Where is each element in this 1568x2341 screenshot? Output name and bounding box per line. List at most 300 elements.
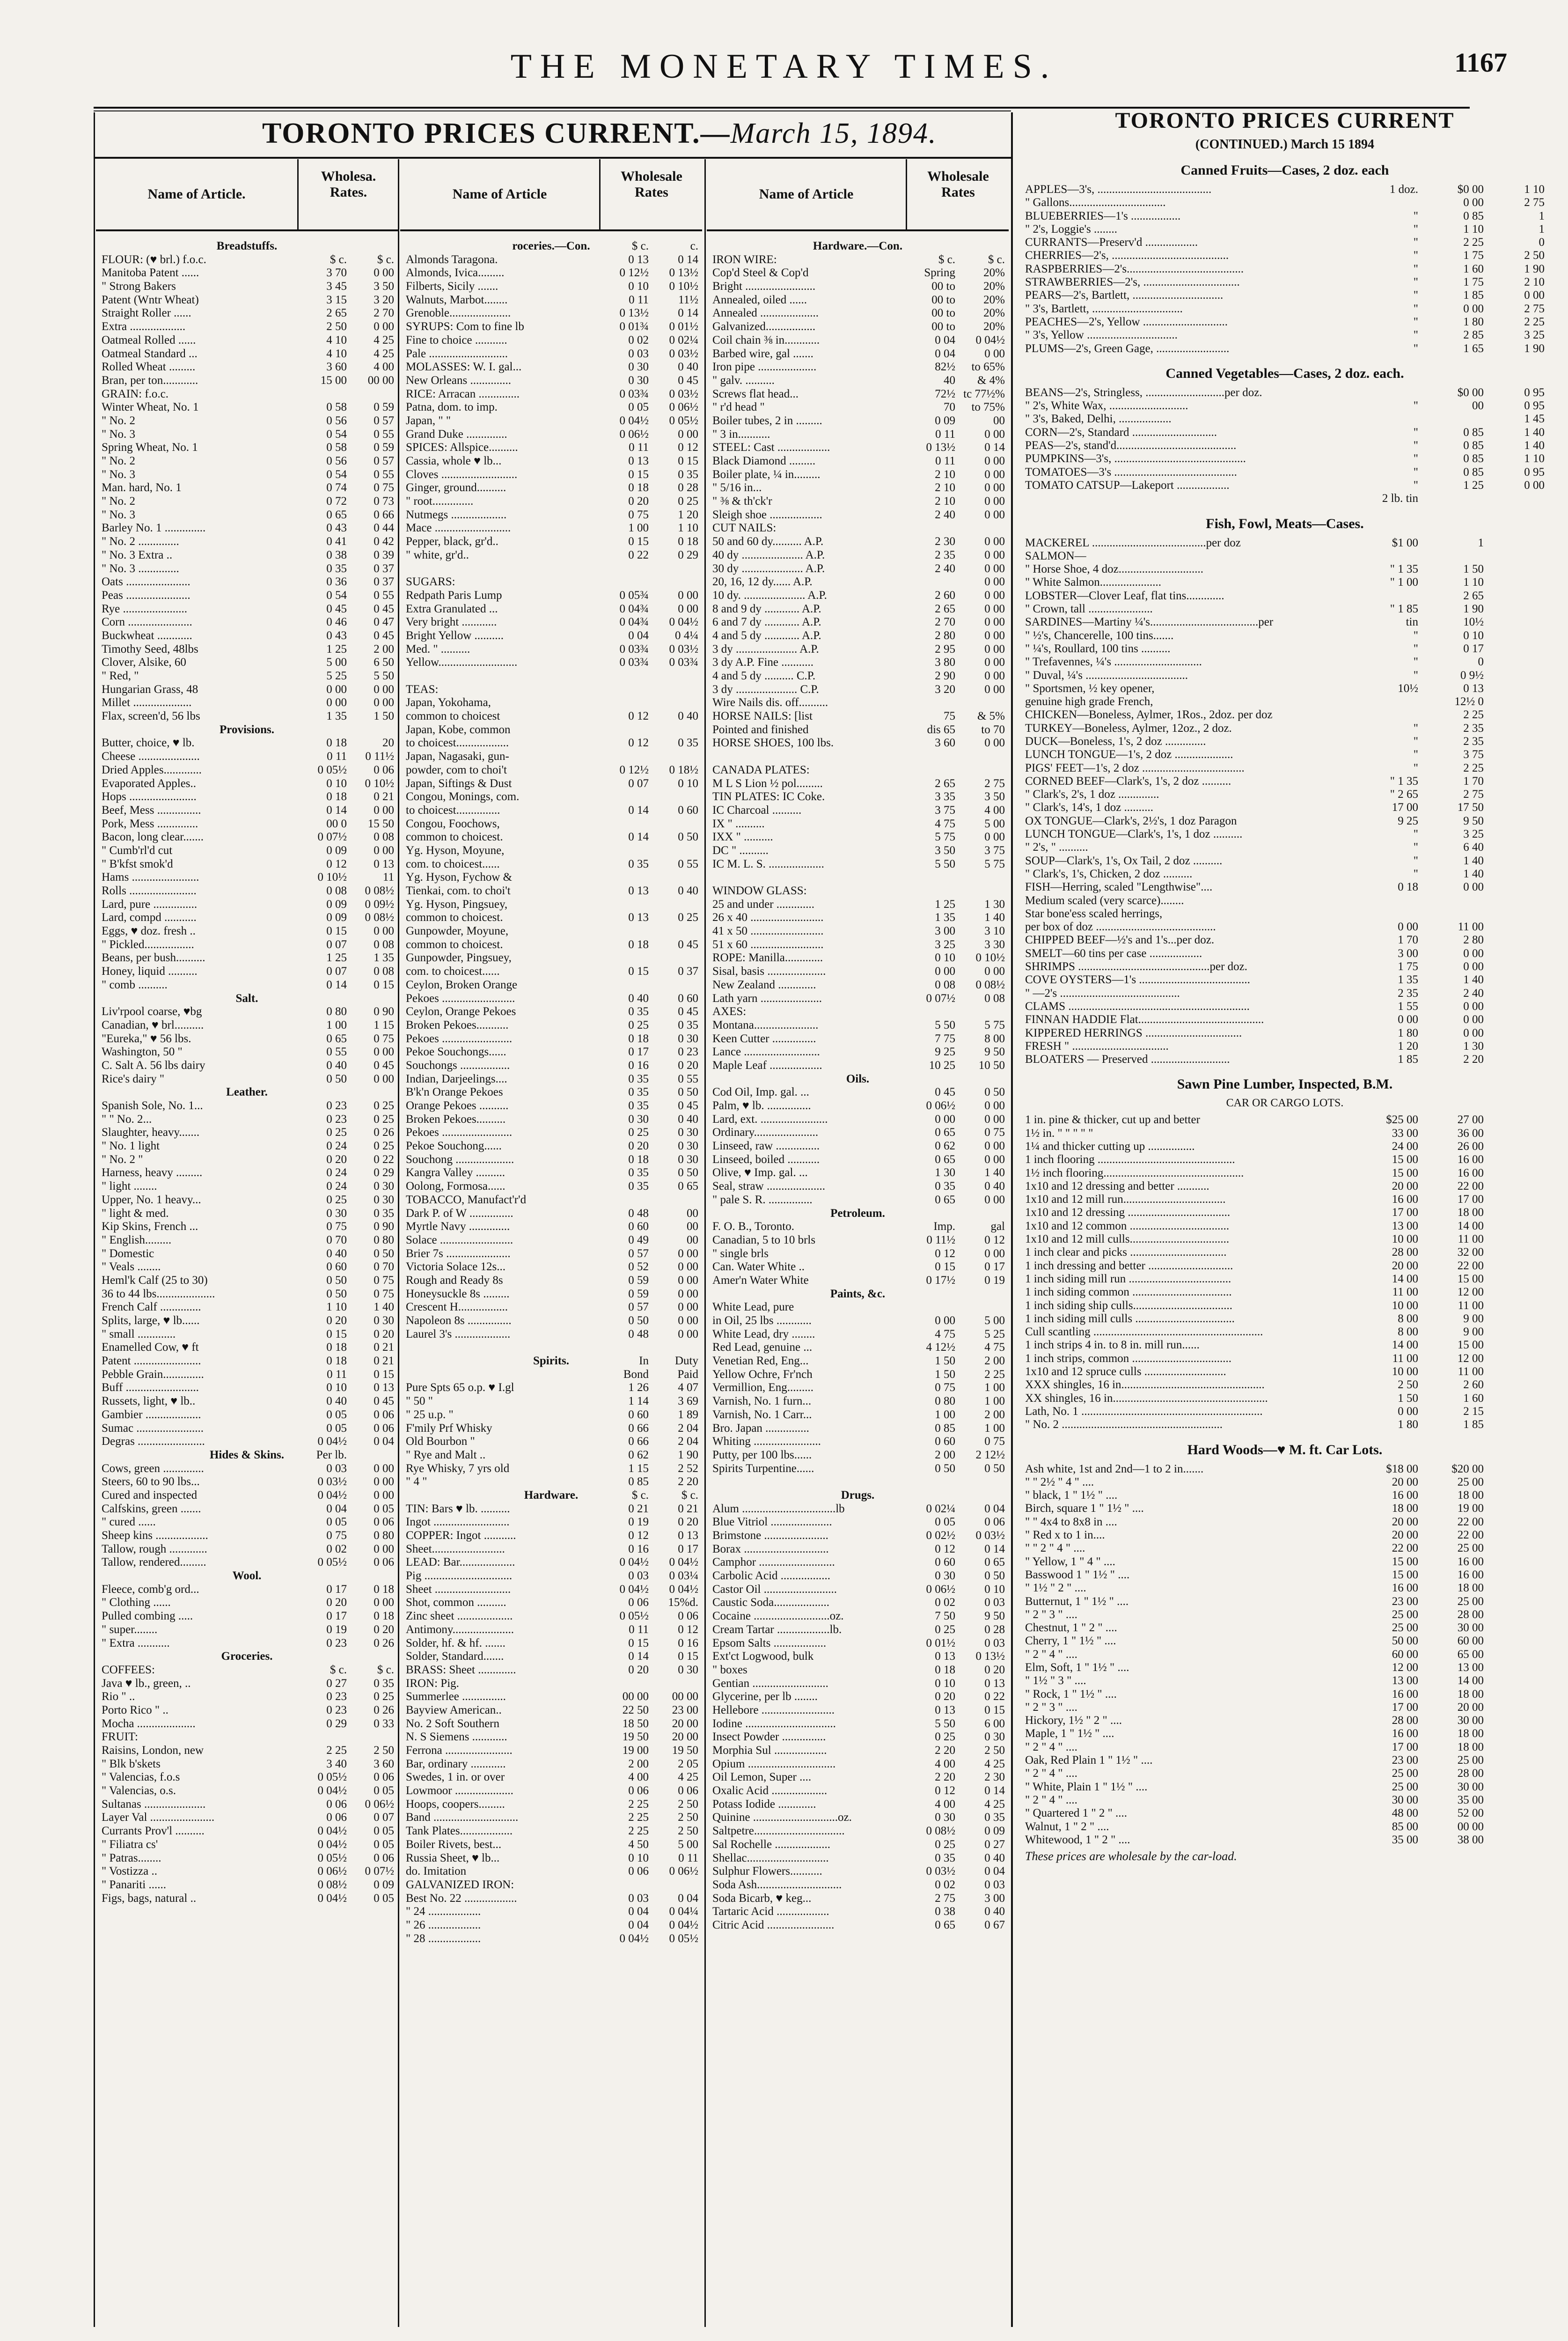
rate-high: tc 77½% xyxy=(963,387,1005,400)
rate-high: 0 4¼ xyxy=(675,629,698,642)
value-1: 15 00 xyxy=(1392,1166,1418,1179)
price-row xyxy=(707,1140,1009,1153)
rate-high: 11 xyxy=(382,871,394,884)
value-2: 1 80 xyxy=(1463,315,1484,328)
rate-low: 0 05½ xyxy=(317,1556,347,1569)
rate-high: 0 27 xyxy=(984,1838,1005,1851)
price-row xyxy=(400,1408,702,1422)
price-row xyxy=(707,1220,1009,1234)
rate-low: 0 10 xyxy=(628,1851,649,1864)
value-2: 27 00 xyxy=(1457,1113,1484,1126)
rate-high: 0 20 xyxy=(374,1623,394,1636)
rate-low: 0 06½ xyxy=(317,1865,347,1878)
rate-high: 0 00 xyxy=(984,1247,1005,1260)
rate-low: 0 15 xyxy=(326,1327,347,1340)
article-name: " " No. 2... xyxy=(102,1112,152,1126)
header-rates xyxy=(601,169,702,200)
value-2: 0 00 xyxy=(1463,196,1484,209)
value-2: 0 00 xyxy=(1463,1000,1484,1013)
price-row xyxy=(96,1193,398,1207)
item-name: MACKEREL .......................................per doz xyxy=(1025,536,1241,549)
item-name: 1x10 and 12 dressing and better ........... xyxy=(1025,1179,1209,1193)
article-name: " Pickled................. xyxy=(102,938,194,951)
rate-low: 00 00 xyxy=(622,1690,649,1703)
value-1: " 1 35 xyxy=(1390,774,1418,788)
rate-low: 4 50 xyxy=(628,1838,649,1851)
right-price-row xyxy=(1025,682,1545,695)
value-2: 6 40 xyxy=(1463,841,1484,854)
price-row xyxy=(96,643,398,656)
rate-high: 5 50 xyxy=(374,670,394,682)
article-name: com. to choicest...... xyxy=(406,857,500,870)
price-row xyxy=(400,294,702,307)
article-name: Alum ................................lb xyxy=(712,1502,845,1515)
item-name: 1 inch flooring ............................................... xyxy=(1025,1153,1235,1166)
header-rates-line2: Rates xyxy=(941,184,975,200)
item-name: KIPPERED HERRINGS ................................. xyxy=(1025,1026,1242,1039)
article-name: Screws flat head... xyxy=(712,387,799,400)
article-name: Harness, heavy ......... xyxy=(102,1166,203,1179)
rate-high: 0 75 xyxy=(984,1126,1005,1139)
rate-high: 0 11½ xyxy=(365,750,394,763)
price-row xyxy=(400,804,702,817)
value-2: 17 50 xyxy=(1457,801,1484,814)
item-name: 1 inch siding common .................................. xyxy=(1025,1286,1232,1299)
value-1: 10½ xyxy=(1398,682,1418,695)
price-row xyxy=(96,334,398,347)
rate-high: 0 57 xyxy=(374,414,394,427)
rate-low: 0 20 xyxy=(935,1690,955,1703)
rate-low: 2 10 xyxy=(935,481,955,494)
value-2: 1 xyxy=(1478,536,1484,549)
price-row xyxy=(707,1610,1009,1623)
rate-high: 2 75 xyxy=(984,777,1005,790)
article-name: Rye Whisky, 7 yrs old xyxy=(406,1462,510,1475)
right-price-row xyxy=(1025,1714,1545,1727)
price-rows xyxy=(400,240,702,1945)
rate-high: 00 00 xyxy=(672,1690,698,1703)
price-row xyxy=(707,535,1009,549)
value-2: 2 25 xyxy=(1463,708,1484,721)
price-row xyxy=(707,1677,1009,1691)
price-row xyxy=(96,347,398,361)
price-row xyxy=(96,1717,398,1731)
price-row xyxy=(96,1502,398,1516)
right-price-row xyxy=(1025,1352,1545,1365)
right-price-row xyxy=(1025,1595,1545,1608)
rate-low: 5 50 xyxy=(935,857,955,870)
rate-high: 0 00 xyxy=(984,575,1005,589)
price-row xyxy=(400,616,702,629)
price-row xyxy=(400,858,702,871)
rate-low: 0 59 xyxy=(628,1287,649,1300)
price-row xyxy=(96,1153,398,1167)
rate-low: 0 17 xyxy=(326,1610,347,1623)
rate-low: 0 56 xyxy=(326,414,347,427)
price-row xyxy=(96,750,398,764)
value-1: " xyxy=(1413,867,1418,880)
article-name: " No. 2 xyxy=(102,455,136,467)
rate-high: 0 00 xyxy=(984,347,1005,360)
rate-low: 0 24 xyxy=(326,1166,347,1179)
price-row xyxy=(707,1529,1009,1543)
price-row xyxy=(400,1677,702,1691)
rate-high: 20% xyxy=(983,266,1005,280)
item-name: " White Salmon..................... xyxy=(1025,576,1161,589)
rate-high: 0 16 xyxy=(678,1636,698,1649)
rate-high: 1 40 xyxy=(374,1301,394,1314)
value-1: 10 00 xyxy=(1392,1365,1418,1378)
article-name: Bacon, long clear....... xyxy=(102,831,204,844)
rate-high: 0 18 xyxy=(678,535,698,548)
price-row xyxy=(400,1865,702,1878)
right-price-row xyxy=(1025,1502,1545,1515)
price-row xyxy=(707,1516,1009,1529)
item-name: PIGS' FEET—1's, 2 doz ................................... xyxy=(1025,761,1245,774)
rate-low: 0 12 xyxy=(628,710,649,723)
right-price-row xyxy=(1025,1529,1545,1542)
article-name: common to choicest. xyxy=(406,831,503,844)
price-row xyxy=(400,831,702,844)
right-price-row xyxy=(1025,1286,1545,1299)
article-name: " No. 1 light xyxy=(102,1140,160,1153)
rate-high: 0 22 xyxy=(374,1153,394,1166)
rate-high: 2 00 xyxy=(984,1408,1005,1421)
section-heading xyxy=(400,1355,702,1368)
article-name: Lard, compd ........... xyxy=(102,911,197,924)
price-row xyxy=(707,1341,1009,1355)
value-3: 0 95 xyxy=(1524,399,1545,412)
rate-low: 0 04½ xyxy=(317,1825,347,1838)
value-1: 11 00 xyxy=(1392,1286,1418,1299)
right-price-row xyxy=(1025,1233,1545,1246)
rate-high: 0 26 xyxy=(374,1636,394,1649)
price-row xyxy=(96,804,398,817)
value-2: 1 60 xyxy=(1463,262,1484,275)
right-price-row xyxy=(1025,1259,1545,1273)
article-name: Hardware. xyxy=(524,1488,579,1502)
rate-high: 0 13 xyxy=(678,1529,698,1542)
article-name: Oatmeal Standard ... xyxy=(102,347,198,360)
rate-high: 0 04½ xyxy=(669,1583,698,1596)
rate-low: 0 60 xyxy=(326,1260,347,1274)
value-2: 30 00 xyxy=(1457,1780,1484,1793)
rate-high: 0 45 xyxy=(678,1005,698,1018)
rate-high: 0 08½ xyxy=(365,911,394,924)
price-row xyxy=(400,1086,702,1099)
rate-low: 0 06 xyxy=(628,1596,649,1609)
price-row xyxy=(96,575,398,589)
header-rates xyxy=(299,169,398,200)
right-price-row xyxy=(1025,386,1545,399)
article-name: Boiler tubes, 2 in ......... xyxy=(712,414,822,427)
item-name: " Yellow, 1 " 4 " .... xyxy=(1025,1555,1115,1568)
price-row xyxy=(400,1516,702,1529)
right-price-row xyxy=(1025,1767,1545,1780)
article-name: LEAD: Bar................... xyxy=(406,1556,515,1569)
rate-low: 0 85 xyxy=(628,1475,649,1488)
right-price-row xyxy=(1025,1127,1545,1140)
article-name: Cod Oil, Imp. gal. ... xyxy=(712,1086,809,1099)
article-name: Slaughter, heavy....... xyxy=(102,1126,200,1139)
rate-low: 0 20 xyxy=(326,1314,347,1327)
rate-low: 0 72 xyxy=(326,495,347,508)
rate-high: 0 90 xyxy=(374,1220,394,1233)
article-name: Bright Yellow .......... xyxy=(406,629,504,642)
rate-high: 1 50 xyxy=(374,710,394,723)
price-row xyxy=(96,441,398,455)
rate-low: 0 19 xyxy=(628,1516,649,1529)
article-name: Epsom Salts .................. xyxy=(712,1636,827,1649)
article-name: Lath yarn ..................... xyxy=(712,992,822,1005)
item-name: " 2 " 4 " .... xyxy=(1025,1740,1077,1753)
article-name: "Eureka," ♥ 56 lbs. xyxy=(102,1032,191,1045)
rate-low: 1 14 xyxy=(628,1395,649,1408)
value-2: 18 00 xyxy=(1457,1740,1484,1753)
article-name: " No. 3 .............. xyxy=(102,562,179,575)
section-heading xyxy=(96,723,398,737)
article-name: Linseed, raw ............... xyxy=(712,1140,820,1153)
rate-low: 0 20 xyxy=(628,1663,649,1676)
article-name: Clover, Alsike, 60 xyxy=(102,656,186,669)
item-name: " Quartered 1 " 2 " .... xyxy=(1025,1807,1128,1820)
rate-low: 4 10 xyxy=(326,347,347,360)
value-2: 25 00 xyxy=(1457,1754,1484,1767)
rate-low: 0 35 xyxy=(628,1180,649,1193)
rate-high: & 4% xyxy=(977,374,1005,387)
rate-low: 0 57 xyxy=(628,1301,649,1314)
item-name: 1 inch clear and picks ................................. xyxy=(1025,1246,1227,1259)
rate-low: 0 11 xyxy=(629,1623,649,1636)
rate-high: 0 00 xyxy=(678,589,698,602)
rate-high: 0 03 xyxy=(984,1596,1005,1609)
rate-high: 0 00 xyxy=(678,1287,698,1300)
rate-low: 0 54 xyxy=(326,589,347,602)
rate-low: 0 62 xyxy=(935,1140,955,1153)
article-name: " boxes xyxy=(712,1663,747,1676)
right-price-row xyxy=(1025,1688,1545,1701)
article-name: Best No. 22 .................. xyxy=(406,1892,517,1905)
rate-high: 0 00 xyxy=(678,1327,698,1340)
rate-low: 19 50 xyxy=(622,1730,649,1744)
price-row xyxy=(400,736,702,750)
price-row xyxy=(707,696,1009,710)
rate-high: 0 02¼ xyxy=(669,333,698,346)
rate-low: 0 14 xyxy=(628,831,649,844)
price-row xyxy=(400,844,702,858)
value-1: " xyxy=(1413,828,1418,841)
value-1: 1 80 xyxy=(1398,1026,1418,1039)
rate-high: 20% xyxy=(983,307,1005,320)
rate-high: 0 66 xyxy=(374,508,394,521)
rate-low: 0 23 xyxy=(326,1112,347,1126)
rate-high: 5 75 xyxy=(984,857,1005,870)
article-name: " root.............. xyxy=(406,495,474,508)
section-heading xyxy=(96,240,398,253)
rate-low: 0 18 xyxy=(628,1153,649,1166)
item-name: FISH—Herring, scaled "Lengthwise".... xyxy=(1025,881,1213,894)
value-2: 1 50 xyxy=(1463,563,1484,576)
rate-high: 0 08 xyxy=(374,938,394,951)
rate-low: 2 90 xyxy=(935,670,955,682)
item-name: " Crown, tall ...................... xyxy=(1025,603,1153,616)
price-row xyxy=(707,388,1009,401)
rate-high: 0 55 xyxy=(678,857,698,870)
rate-high: 0 75 xyxy=(984,1435,1005,1448)
right-price-row xyxy=(1025,1634,1545,1648)
rate-low: 0 75 xyxy=(628,508,649,521)
rate-high: 0 14 xyxy=(678,253,698,266)
value-1: 16 00 xyxy=(1392,1582,1418,1595)
rate-high: 2 25 xyxy=(984,1368,1005,1381)
right-price-row xyxy=(1025,1463,1545,1476)
rate-high: 0 00 xyxy=(984,1099,1005,1112)
right-price-row xyxy=(1025,1781,1545,1794)
header-rates-line1: Wholesa. xyxy=(321,169,376,184)
price-row xyxy=(707,1126,1009,1140)
right-price-row xyxy=(1025,276,1545,289)
value-2: 22 00 xyxy=(1457,1179,1484,1193)
value-1: $1 00 xyxy=(1392,536,1418,549)
rate-low: 0 36 xyxy=(326,575,347,589)
article-name: AXES: xyxy=(712,1005,747,1018)
item-name: Whitewood, 1 " 2 " .... xyxy=(1025,1833,1130,1846)
article-name: Bayview American.. xyxy=(406,1703,502,1716)
article-name: Ordinary...................... xyxy=(712,1126,819,1139)
price-row xyxy=(400,670,702,683)
item-name: " 2's, Loggie's ........ xyxy=(1025,222,1117,236)
article-name: Cop'd Steel & Cop'd xyxy=(712,266,809,280)
value-1: 48 00 xyxy=(1392,1807,1418,1820)
price-row xyxy=(707,723,1009,737)
right-price-row xyxy=(1025,1794,1545,1807)
item-name: " ¼'s, Roullard, 100 tins .......... xyxy=(1025,642,1171,655)
rate-low: Spring xyxy=(924,266,955,280)
article-name: Currants Prov'l .......... xyxy=(102,1825,205,1838)
rate-low: 0 24 xyxy=(326,1180,347,1193)
rate-high: 0 06½ xyxy=(669,1865,698,1878)
article-name: Buff ......................... xyxy=(102,1381,199,1394)
header-name-of-article: Name of Article. xyxy=(147,186,246,202)
rate-low: 0 62 xyxy=(628,1448,649,1461)
article-name: TIN PLATES: IC Coke. xyxy=(712,790,825,803)
article-name: Rye ...................... xyxy=(102,602,188,615)
rate-high: 0 00 xyxy=(374,1462,394,1475)
rate-high: 0 13½ xyxy=(669,266,698,280)
right-price-row xyxy=(1025,399,1545,412)
article-name: Montana...................... xyxy=(712,1018,819,1031)
rate-high: 8 00 xyxy=(984,1032,1005,1045)
rate-high: 0 00 xyxy=(374,696,394,709)
rate-high: 0 20 xyxy=(678,1059,698,1072)
price-row xyxy=(400,1798,702,1811)
article-name: Heml'k Calf (25 to 30) xyxy=(102,1274,208,1287)
rate-high: 0 25 xyxy=(374,1140,394,1153)
price-row xyxy=(707,925,1009,938)
left-border xyxy=(94,112,95,2327)
price-row xyxy=(400,1475,702,1489)
value-1: tin xyxy=(1406,616,1418,629)
rate-low: 0 66 xyxy=(628,1435,649,1448)
article-name: Russets, light, ♥ lb.. xyxy=(102,1395,196,1408)
value-1: 20 00 xyxy=(1392,1259,1418,1272)
rate-low: 1 50 xyxy=(935,1368,955,1381)
right-price-row xyxy=(1025,655,1545,669)
item-name: XX shingles, 16 in..................................................... xyxy=(1025,1391,1268,1405)
rate-high: 0 00 xyxy=(984,508,1005,521)
rate-high: 0 26 xyxy=(374,1126,394,1139)
price-row xyxy=(96,831,398,844)
rate-high: 0 06½ xyxy=(365,1797,394,1811)
value-3: 1 90 xyxy=(1524,262,1545,275)
rate-high: 0 00 xyxy=(678,1301,698,1314)
item-name: OX TONGUE—Clark's, 2½'s, 1 doz Paragon xyxy=(1025,814,1237,827)
value-2: 18 00 xyxy=(1457,1582,1484,1595)
rate-low: 0 01½ xyxy=(926,1636,955,1649)
article-name: Hoops, coopers......... xyxy=(406,1797,505,1811)
rate-high: 0 25 xyxy=(678,911,698,924)
article-name: Palm, ♥ lb. ............... xyxy=(712,1099,811,1112)
rate-high: 00 xyxy=(687,1220,698,1233)
price-row xyxy=(96,1556,398,1569)
price-row xyxy=(707,334,1009,347)
value-1: 16 00 xyxy=(1392,1193,1418,1206)
right-price-row xyxy=(1025,316,1545,329)
item-name: " 1½ " 2 " .... xyxy=(1025,1582,1086,1595)
item-name: Basswood 1 " 1½ " .... xyxy=(1025,1568,1130,1581)
rate-low: 2 40 xyxy=(935,508,955,521)
value-2: 1 10 xyxy=(1463,576,1484,589)
rate-high: Duty xyxy=(675,1355,698,1368)
article-name: TOBACCO, Manufact'r'd xyxy=(406,1193,527,1206)
price-row xyxy=(96,683,398,697)
rate-low: 10 25 xyxy=(929,1059,955,1072)
rate-low: 0 04½ xyxy=(317,1838,347,1851)
article-name: Lard, pure ............... xyxy=(102,898,198,911)
value-2: 22 00 xyxy=(1457,1259,1484,1272)
value-1: 28 00 xyxy=(1392,1714,1418,1727)
article-name: IRON: Pig. xyxy=(406,1677,459,1690)
rate-high: 20% xyxy=(983,320,1005,333)
article-name: Yellow Ochre, Fr'nch xyxy=(712,1368,813,1381)
price-row xyxy=(707,481,1009,495)
price-row xyxy=(707,1825,1009,1838)
price-row xyxy=(400,1073,702,1086)
article-name: Annealed, oiled ...... xyxy=(712,293,807,306)
rate-high: 4 00 xyxy=(984,803,1005,817)
value-1: 13 00 xyxy=(1392,1219,1418,1232)
article-name: Pekoes ........................ xyxy=(406,1126,513,1139)
article-name: M L S Lion ½ pol......... xyxy=(712,777,823,790)
rate-high: 0 19 xyxy=(984,1274,1005,1287)
value-1: " xyxy=(1413,289,1418,302)
rate-high: 0 75 xyxy=(374,1287,394,1300)
rate-high: 0 13 xyxy=(374,857,394,870)
rate-low: 0 05½ xyxy=(317,1771,347,1784)
value-2: 52 00 xyxy=(1457,1807,1484,1820)
item-name: CHICKEN—Boneless, Aylmer, 1Ros., 2doz. per doz xyxy=(1025,708,1273,721)
rate-high: 0 06 xyxy=(374,1556,394,1569)
value-1: " xyxy=(1413,735,1418,748)
price-row xyxy=(707,1878,1009,1892)
price-row xyxy=(707,1811,1009,1825)
article-name: Iodine ............................... xyxy=(712,1717,836,1730)
rate-low: 0 03½ xyxy=(317,1475,347,1488)
right-price-row xyxy=(1025,1568,1545,1582)
price-row xyxy=(707,1059,1009,1073)
price-row xyxy=(707,1623,1009,1637)
article-name: 36 to 44 lbs.................... xyxy=(102,1287,215,1300)
